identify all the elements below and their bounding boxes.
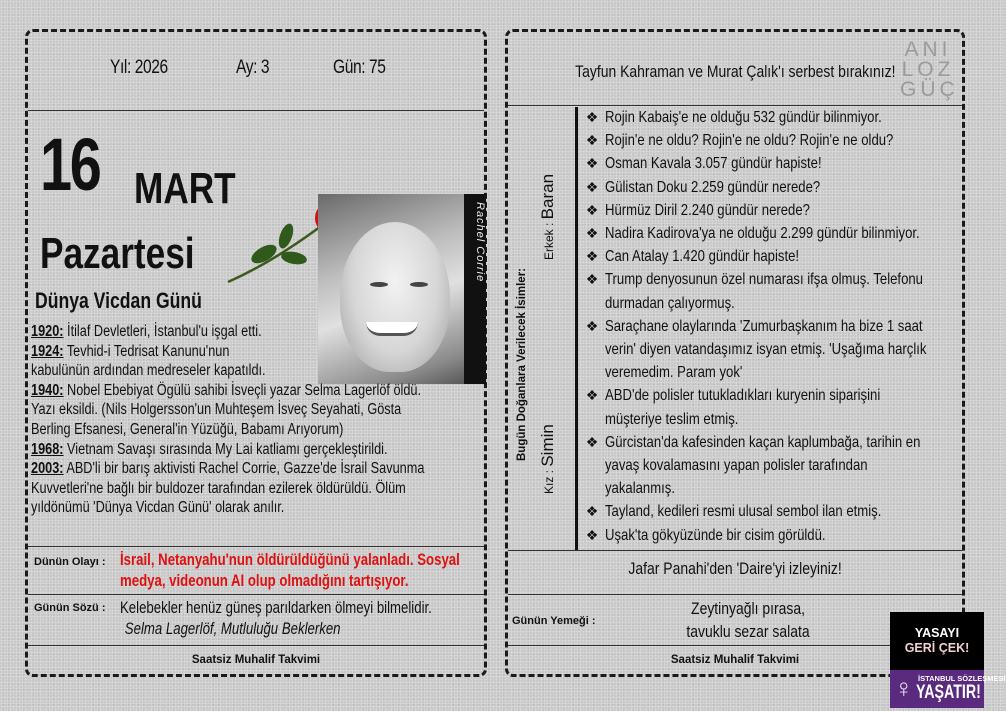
month-label: Ay: 3 [236,57,270,78]
diamond-bullet-icon: ❖ [585,248,599,265]
day-of-year-label: Gün: 75 [333,57,386,78]
diamond-bullet-icon: ❖ [585,132,599,149]
diamond-bullet-icon: ❖ [585,387,599,404]
divider [28,645,484,646]
event-1940-cont: Berling Efsanesi, General'in Yüzüğü, Babamı Arıyorum) [31,420,344,438]
film-recommendation: Jafar Panahi'den 'Daire'yi izleyiniz! [628,559,842,578]
news-item: ❖ Osman Kavala 3.057 gündür hapiste! [579,152,961,175]
event-1920: 1920: İtilaf Devletleri, İstanbul'u işgal etti. [31,323,262,340]
year-label: Yıl: 2026 [110,57,168,78]
right-calendar-page [505,29,965,677]
news-item-cont: müşteriye teslim etmiş. [605,410,739,428]
diamond-bullet-icon: ❖ [585,109,599,125]
diamond-bullet-icon: ❖ [585,503,599,520]
month-name: MART [134,164,236,213]
history-events [31,322,481,518]
eye [410,282,428,287]
footer-title: Saatsiz Muhalif Takvimi [191,654,321,666]
news-item: ❖ Nadira Kadirova'ya ne olduğu 2.299 gündür bilinmiyor. [579,222,961,245]
date-header [28,57,484,87]
photo-caption: Rachel Corrie [464,194,486,384]
news-item: ❖ Rojin Kabaiş'e ne olduğu 532 gündür bilinmiyor. [579,106,961,129]
news-item: ❖ Can Atalay 1.420 gündür hapiste! [579,245,961,268]
quote-label: Günün Sözü : [34,602,106,614]
news-item: ❖ ABD'de polisler tutukladıkları kuryenin siparişini [579,384,961,407]
event-1924-cont: kabulünün ardından medreseler kapatıldı. [31,362,266,380]
day-number: 16 [40,123,100,206]
divider [508,550,962,551]
news-item: ❖ Uşak'ta gökyüzünde bir cisim görüldü. [579,524,961,547]
aniloz-guc-logo: ANI LOZ GÜÇ [900,38,959,101]
diamond-bullet-icon: ❖ [585,155,599,172]
quote-author: Selma Lagerlöf, Mutluluğu Beklerken [124,620,341,638]
girl-name: Kız : Simin [538,424,557,494]
news-item: ❖ Tayland, kedileri resmi ulusal sembol ilan etmiş. [579,500,961,523]
special-day-title: Dünya Vicdan Günü [35,288,202,313]
weekday: Pazartesi [40,229,195,278]
event-2003: 2003: ABD'li bir barış aktivisti Rachel Corrie, Gazze'de İsrail Savunma [31,460,425,478]
baby-names-section [512,114,574,546]
yesterday-event-label: Dünün Olayı : [34,556,106,568]
badge-top: YASAYI GERİ ÇEK! [890,612,984,670]
footer-title: Saatsiz Muhalif Takvimi [670,654,800,666]
event-1940: 1940: Nobel Ebebiyat Ögülü sahibi İsveçli yazar Selma Lagerlöf öldü. [31,381,422,399]
yesterday-event-text: İsrail, Netanyahu'nun öldürüldüğünü yalanladı. Sosyal medya, videonun AI olup olmadığını tartışıyor. [120,551,460,590]
divider [28,594,484,595]
news-divider [575,107,578,550]
female-symbol-icon: ♀ [894,673,914,703]
news-item: ❖ Trump denyosunun özel numarası ifşa olmuş. Telefonu [579,268,961,291]
news-item-cont: verin' diyen vatandaşımız isyan etmiş. 'Uşağıma harçlık [605,341,927,359]
news-item: ❖ Saraçhane olaylarında 'Zumurbaşkanım ha bize 1 saat [579,315,961,338]
diamond-bullet-icon: ❖ [585,317,599,334]
event-1940-cont: Yazı eksildi. (Nils Holgersson'un Muhteşem İsveç Seyahati, Gösta [31,401,402,419]
divider [508,594,962,595]
news-item-cont: yavaş kovalamasını yapan polisler tarafından [605,457,868,475]
event-1968: 1968: Vietnam Savaşı sırasında My Lai katliamı gerçekleştirildi. [31,440,388,458]
istanbul-convention-badge [890,612,1006,708]
diamond-bullet-icon: ❖ [585,271,599,288]
banner-message: Tayfun Kahraman ve Murat Çalık'ı serbest bırakınız! [574,62,896,81]
divider [28,546,484,547]
badge-bottom: ♀ İSTANBUL SÖZLEŞMESİ YAŞATIR! [890,670,984,708]
left-calendar-page [25,29,487,677]
quote-text: Kelebekler henüz güneş parıldarken ölmeyi bilmelidir. Selma Lagerlöf, Mutluluğu Beklerken [120,598,464,640]
diamond-bullet-icon: ❖ [585,201,599,218]
baby-names-title: Bugün Doğanlara Verilecek İsimler: [516,267,528,461]
news-item: ❖ Hürmüz Diril 2.240 gündür nerede? [579,199,961,222]
diamond-bullet-icon: ❖ [585,433,599,450]
diamond-bullet-icon: ❖ [585,526,599,543]
meal-text: Zeytinyağlı pırasa, tavuklu sezar salata [686,599,810,641]
news-item: ❖ Gülistan Doku 2.259 gündür nerede? [579,176,961,199]
divider [28,110,484,111]
news-item: ❖ Rojin'e ne oldu? Rojin'e ne oldu? Rojin'e ne oldu? [579,129,961,152]
diamond-bullet-icon: ❖ [585,178,599,195]
event-2003-cont: Kuvvetleri'ne bağlı bir buldozer tarafından ezilerek öldürüldü. Ölüm [31,479,406,497]
meal-label: Günün Yemeği : [512,615,596,627]
news-item-cont: veremedim. Param yok' [605,364,743,382]
news-list [579,106,961,547]
news-item: ❖ Gürcistan'da kafesinden kaçan kaplumbağa, tarihin en [579,431,961,454]
event-2003-cont: yıldönümü 'Dünya Vicdan Günü' olarak anılır. [31,499,285,517]
boy-name: Erkek : Baran [538,173,557,260]
eye [370,282,388,287]
diamond-bullet-icon: ❖ [585,225,599,242]
news-item-cont: yakalanmış. [605,480,676,498]
event-1924: 1924: Tevhid-i Tedrisat Kanunu'nun [31,342,230,360]
news-item-cont: durmadan çalıyormuş. [605,294,735,312]
